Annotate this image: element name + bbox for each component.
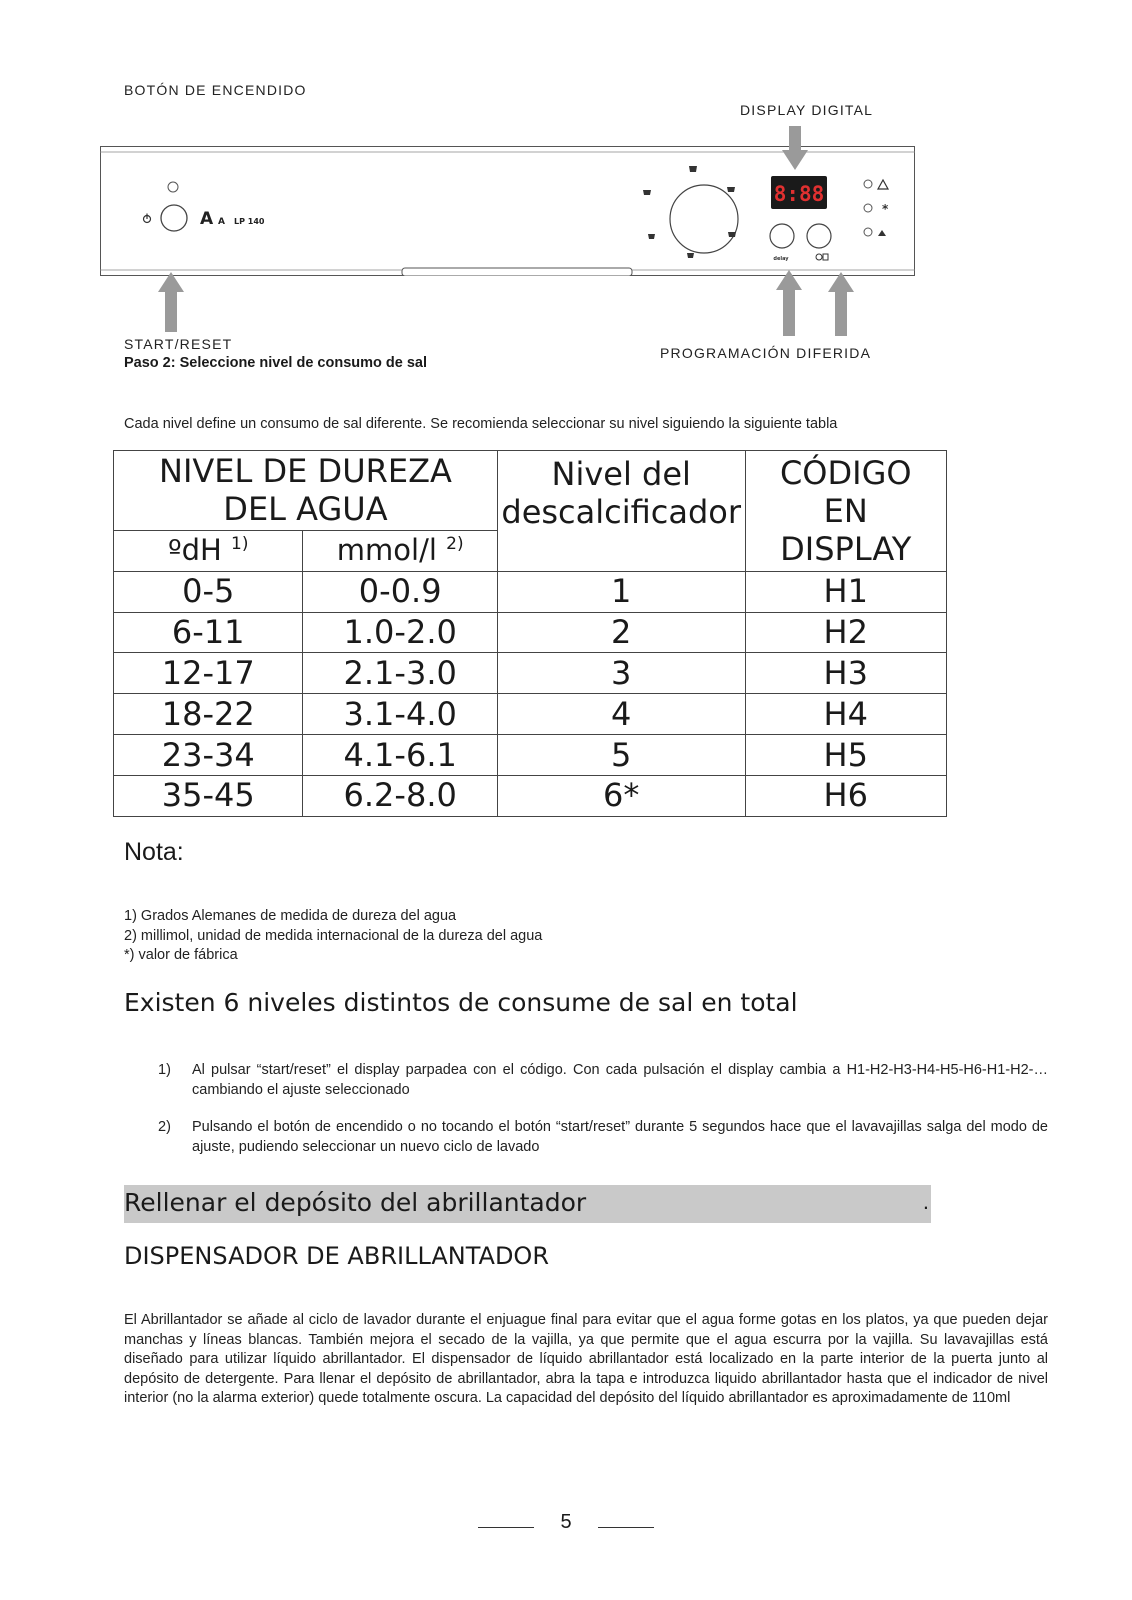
cell-mmol: 4.1-6.1	[303, 735, 497, 776]
cell-code: H6	[745, 776, 947, 817]
step-item	[124, 1061, 1048, 1100]
delayed-programming-label: PROGRAMACIÓN DIFERIDA	[660, 345, 872, 361]
power-button-label: BOTÓN DE ENCENDIDO	[124, 82, 307, 98]
header-code-line2: EN	[823, 491, 868, 530]
cell-level: 3	[497, 653, 745, 694]
display-arrow	[780, 126, 810, 172]
step-item	[124, 1118, 1048, 1157]
notes-list	[124, 907, 542, 966]
cell-mmol: 1.0-2.0	[303, 612, 497, 653]
cell-dh: 23-34	[114, 735, 303, 776]
header-dh-sup: 1)	[231, 533, 249, 554]
step2-intro: Cada nivel define un consumo de sal diferente. Se recomienda seleccionar su nivel siguiendo la siguiente tabla	[124, 416, 838, 432]
cell-mmol: 6.2-8.0	[303, 776, 497, 817]
cell-code: H4	[745, 694, 947, 735]
cell-level: 4	[497, 694, 745, 735]
table-row	[114, 694, 947, 735]
step-text: Pulsando el botón de encendido o no tocando el botón “start/reset” durante 5 segundos hace que el lavavajillas salga del modo de ajuste, pudiendo seleccionar un nuevo ciclo de lavado	[192, 1119, 1048, 1155]
note-item: 1) Grados Alemanes de medida de dureza del agua	[124, 908, 457, 924]
header-hardness	[114, 451, 498, 531]
hardness-table	[113, 450, 947, 817]
delay-arrow	[826, 272, 856, 336]
model-name: LP 140	[234, 217, 265, 226]
header-level-line2: descalcificador	[501, 493, 742, 531]
section-dot: .	[922, 1189, 929, 1214]
start-reset-button	[770, 224, 794, 248]
header-dh: ºdH $^{1)}$	[114, 530, 303, 571]
section-band	[124, 1185, 931, 1223]
steps-list	[124, 1061, 1048, 1175]
cell-mmol: 0-0.9	[303, 571, 497, 612]
display-digits: 8:88	[773, 182, 825, 206]
dispenser-paragraph: El Abrillantador se añade al ciclo de lavador durante el enjuague final para evitar que el agua forme gotas en los platos, ya que pueden dejar manchas y líneas blancas. También mejora el secado de la vajilla, ya que permite que el agua escurra por la vajilla. Su lavavajillas está diseñado para utilizar líquido abrillantador. El dispensador de líquido abrillantador está localizado en la parte interior de la puerta junto al depósito de detergente. Para llenar el depósito de abrillantador, abra la tapa e introduzca liquido abrillantador hasta que el indicador de nivel interior (no la alarma exterior) quede totalmente oscura. La capacidad del depósito del líquido abrillantador es aproximadamente de 110ml	[124, 1312, 1048, 1406]
header-level-line1: Nivel del	[551, 455, 691, 493]
cell-code: H5	[745, 735, 947, 776]
digital-display-label: DISPLAY DIGITAL	[740, 102, 874, 118]
power-button	[161, 205, 187, 231]
table-row	[114, 776, 947, 817]
section-title: Rellenar el depósito del abrillantador	[124, 1188, 587, 1217]
table-row	[114, 571, 947, 612]
cell-level: 6*	[497, 776, 745, 817]
page-number: 5	[560, 1511, 572, 1533]
cell-dh: 35-45	[114, 776, 303, 817]
program-dial	[670, 185, 738, 253]
header-mmol: mmol/l $^{2)}$	[303, 530, 497, 571]
cell-code: H2	[745, 612, 947, 653]
start-reset-panel-arrow	[774, 270, 804, 336]
brand-logo: A	[200, 209, 214, 229]
footer-rule-right	[598, 1527, 654, 1528]
delay-button	[807, 224, 831, 248]
cell-dh: 6-11	[114, 612, 303, 653]
levels-heading: Existen 6 niveles distintos de consume de sal en total	[124, 988, 798, 1017]
asterisk-icon: *	[882, 202, 889, 216]
dispenser-heading: DISPENSADOR DE ABRILLANTADOR	[124, 1242, 549, 1270]
table-row	[114, 653, 947, 694]
start-reset-arrow	[156, 272, 186, 332]
header-code-line3: DISPLAY	[780, 529, 912, 568]
step-text: Al pulsar “start/reset” el display parpadea con el código. Con cada pulsación el display cambia a H1-H2-H3-H4-H5-H6-H1-H2-… cambiando el ajuste seleccionado	[192, 1062, 1048, 1098]
header-mmol-sup: 2)	[446, 533, 464, 554]
step-number: 1)	[158, 1062, 171, 1078]
header-hardness-line1: NIVEL DE DUREZA	[159, 452, 452, 491]
note-item: 2) millimol, unidad de medida internacional de la dureza del agua	[124, 927, 543, 944]
footer-rule-left	[478, 1527, 534, 1528]
note-item: *) valor de fábrica	[124, 947, 238, 963]
header-hardness-line2: DEL AGUA	[223, 490, 388, 529]
step2-title: Paso 2: Seleccione nivel de consumo de sal	[124, 355, 428, 371]
cell-mmol: 2.1-3.0	[303, 653, 497, 694]
brand-small-a: A	[218, 217, 225, 227]
header-code-line1: CÓDIGO	[779, 453, 912, 492]
step-number: 2)	[158, 1119, 171, 1135]
delay-label: delay	[773, 256, 789, 262]
table-row	[114, 612, 947, 653]
table-row	[114, 735, 947, 776]
cell-code: H3	[745, 653, 947, 694]
cell-level: 5	[497, 735, 745, 776]
start-reset-label: START/RESET	[124, 336, 233, 352]
cell-dh: 0-5	[114, 571, 303, 612]
cell-level: 1	[497, 571, 745, 612]
notes-title: Nota:	[124, 838, 184, 866]
cell-mmol: 3.1-4.0	[303, 694, 497, 735]
cell-dh: 18-22	[114, 694, 303, 735]
cell-level: 2	[497, 612, 745, 653]
header-code	[745, 451, 947, 572]
cell-dh: 12-17	[114, 653, 303, 694]
header-level	[497, 451, 745, 572]
cell-code: H1	[745, 571, 947, 612]
